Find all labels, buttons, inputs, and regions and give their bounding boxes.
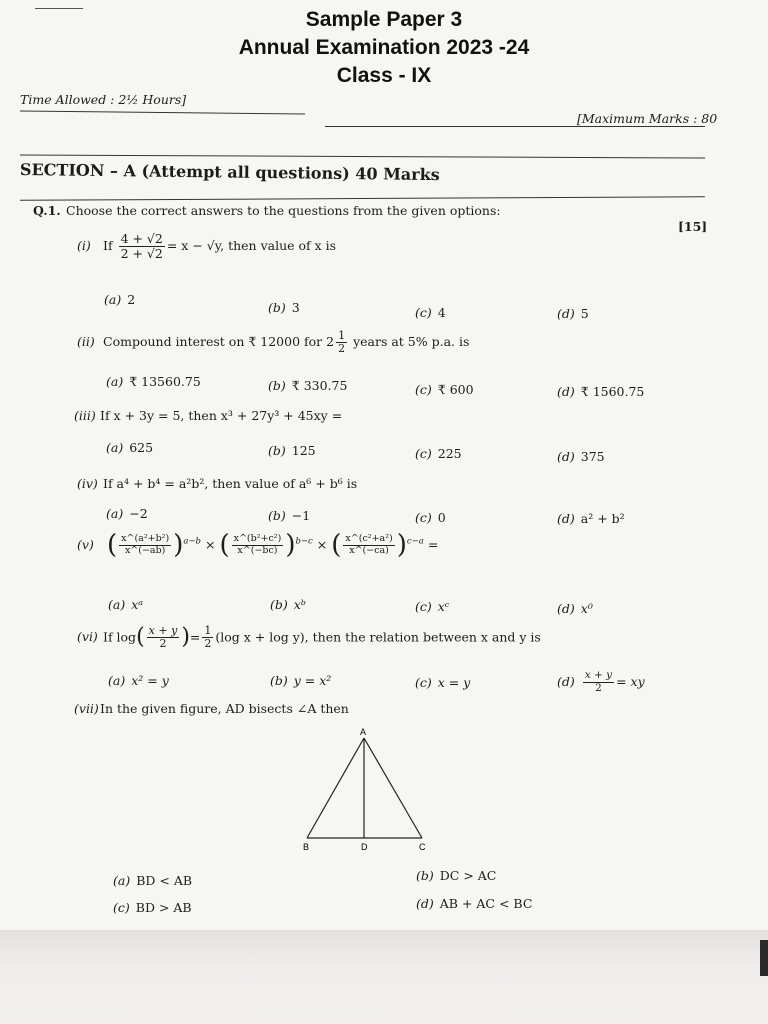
option-v-b: (b) xᵇ: [270, 597, 306, 612]
question-v-term-1: [119, 534, 171, 556]
option-v-d: (d) x⁰: [557, 601, 593, 616]
option-iii-a: (a) 625: [106, 440, 154, 455]
option-vi-a: (a) x² = y: [108, 673, 169, 688]
question-i-lead: If: [103, 237, 113, 253]
term-power: b−c: [295, 536, 313, 547]
fraction-numerator: 1: [204, 624, 212, 637]
option-vi-b: (b) y = x²: [270, 673, 332, 688]
option-ii-d: (d) ₹ 1560.75: [557, 384, 645, 399]
header-rule-right: [325, 126, 705, 127]
option-i-b: (b) 3: [268, 300, 300, 315]
term-denominator: x^(−ca): [349, 544, 389, 556]
term-numerator: x^(c²+a²): [345, 533, 393, 545]
question-instruction: Choose the correct answers to the questions from the given options:: [66, 203, 501, 218]
question-i-tail: = x − √y, then value of x is: [166, 237, 337, 253]
question-i: [77, 232, 336, 261]
question-ii-number: (ii): [77, 334, 95, 350]
option-vii-a: (a) BD < AB: [113, 873, 193, 888]
option-ii-b: (b) ₹ 330.75: [268, 378, 348, 393]
question-v: [77, 532, 438, 558]
paren-close: ): [285, 530, 296, 560]
question-iii-text: If x + 3y = 5, then x³ + 27y³ + 45xy =: [100, 408, 343, 423]
question-iv-number: (iv): [77, 476, 98, 491]
fraction-numerator: x + y: [148, 624, 178, 637]
times-sign: ×: [204, 536, 216, 552]
fraction-numerator: 1: [338, 329, 346, 342]
question-vii-number: (vii): [74, 701, 99, 716]
question-ii: [77, 330, 469, 355]
question-vi-fraction: [147, 625, 180, 650]
option-iv-c: (c) 0: [415, 510, 446, 525]
question-vii: [74, 701, 349, 716]
option-ii-a: (a) ₹ 13560.75: [106, 374, 201, 389]
option-iv-a: (a) −2: [106, 506, 148, 521]
label-b: B: [303, 842, 310, 852]
maximum-marks: [Maximum Marks : 80: [577, 111, 718, 126]
option-v-c: (c) xᶜ: [415, 599, 450, 614]
paren-open: (: [136, 624, 145, 650]
term-denominator: x^(−bc): [237, 544, 278, 556]
side-ab: [307, 738, 364, 838]
option-vii-d: (d) AB + AC < BC: [416, 896, 533, 911]
option-i-d: (d) 5: [557, 306, 589, 321]
term-power: a−b: [183, 536, 201, 547]
option-vi-d-fraction: $\frac{x + y}{2}$: [584, 669, 613, 694]
option-ii-c: (c) ₹ 600: [415, 382, 474, 397]
option-vii-c: (c) BD > AB: [113, 900, 192, 915]
question-vi: [77, 625, 541, 650]
equals-sign: =: [427, 536, 439, 552]
question-vii-text: In the given figure, AD bisects ∠A then: [100, 701, 349, 716]
time-allowed: Time Allowed : 2½ Hours]: [20, 92, 187, 107]
option-i-a: (a) 2: [104, 292, 136, 307]
side-ac: [364, 738, 422, 838]
times-sign: ×: [316, 536, 328, 552]
label-c: C: [419, 842, 426, 852]
term-numerator: x^(b²+c²): [233, 533, 282, 545]
class-title: Class - IX: [336, 64, 432, 87]
paren-close: ): [181, 624, 190, 650]
question-i-fraction: [119, 232, 165, 261]
question-iv-text: If a⁴ + b⁴ = a²b², then value of a⁶ + b⁶ is: [103, 476, 358, 491]
question-ii-tail: years at 5% p.a. is: [353, 334, 470, 350]
option-iii-d: (d) 375: [557, 449, 605, 464]
page-edge-mark: [760, 940, 768, 976]
paren-open: (: [219, 530, 230, 560]
fraction-denominator: 2: [204, 637, 212, 651]
fraction-denominator: 2: [338, 342, 346, 356]
fraction-numerator: 4 + √2: [120, 231, 163, 246]
page-bottom-shadow: [0, 930, 768, 1024]
paper-title: Sample Paper 3: [305, 8, 463, 31]
option-v-a: (a) xᵃ: [108, 597, 143, 612]
paren-close: ): [396, 530, 407, 560]
section-title: SECTION – A (Attempt all questions) 40 Marks: [19, 160, 440, 185]
exam-title: Annual Examination 2023 -24: [238, 36, 530, 59]
term-numerator: x^(a²+b²): [121, 533, 170, 545]
question-marks: [15]: [678, 219, 708, 234]
question-ii-lead: Compound interest on ₹ 12000 for 2: [103, 334, 335, 350]
option-vi-c: (c) x = y: [415, 675, 471, 690]
option-iii-b: (b) 125: [268, 443, 316, 458]
paren-close: ): [173, 530, 184, 560]
option-vi-d: (d) $\frac{x + y}{2}$ = xy: [557, 669, 645, 694]
fraction-denominator: 2: [159, 637, 167, 651]
question-vi-number: (vi): [77, 629, 98, 645]
question-v-term-3: [343, 534, 394, 556]
option-iv-b: (b) −1: [268, 508, 311, 523]
question-number: Q.1.: [33, 203, 61, 218]
question-i-number: (i): [77, 237, 91, 253]
question-iv: [77, 476, 357, 491]
question-vi-half: [202, 625, 213, 650]
question-v-number: (v): [77, 536, 94, 552]
option-i-c: (c) 4: [415, 305, 446, 320]
option-iv-d: (d) a² + b²: [557, 511, 625, 526]
question-iii-number: (iii): [74, 408, 96, 423]
term-power: c−a: [406, 536, 424, 547]
label-d: D: [361, 842, 368, 852]
option-iii-c: (c) 225: [415, 446, 462, 461]
label-a: A: [360, 727, 367, 737]
question-iii: [74, 408, 342, 423]
paren-open: (: [106, 530, 118, 560]
option-vii-b: (b) DC > AC: [416, 868, 497, 883]
question-vi-tail: (log x + log y), then the relation between x and y is: [215, 629, 541, 645]
fraction-denominator: 2 + √2: [120, 245, 163, 261]
term-denominator: x^(−ab): [124, 544, 166, 556]
question-ii-fraction: [336, 330, 347, 355]
paren-open: (: [331, 530, 342, 560]
question-vi-equals: =: [189, 629, 201, 645]
question-vi-lead: If log: [103, 629, 137, 645]
question-v-term-2: [232, 534, 284, 556]
triangle-figure: [295, 724, 440, 856]
